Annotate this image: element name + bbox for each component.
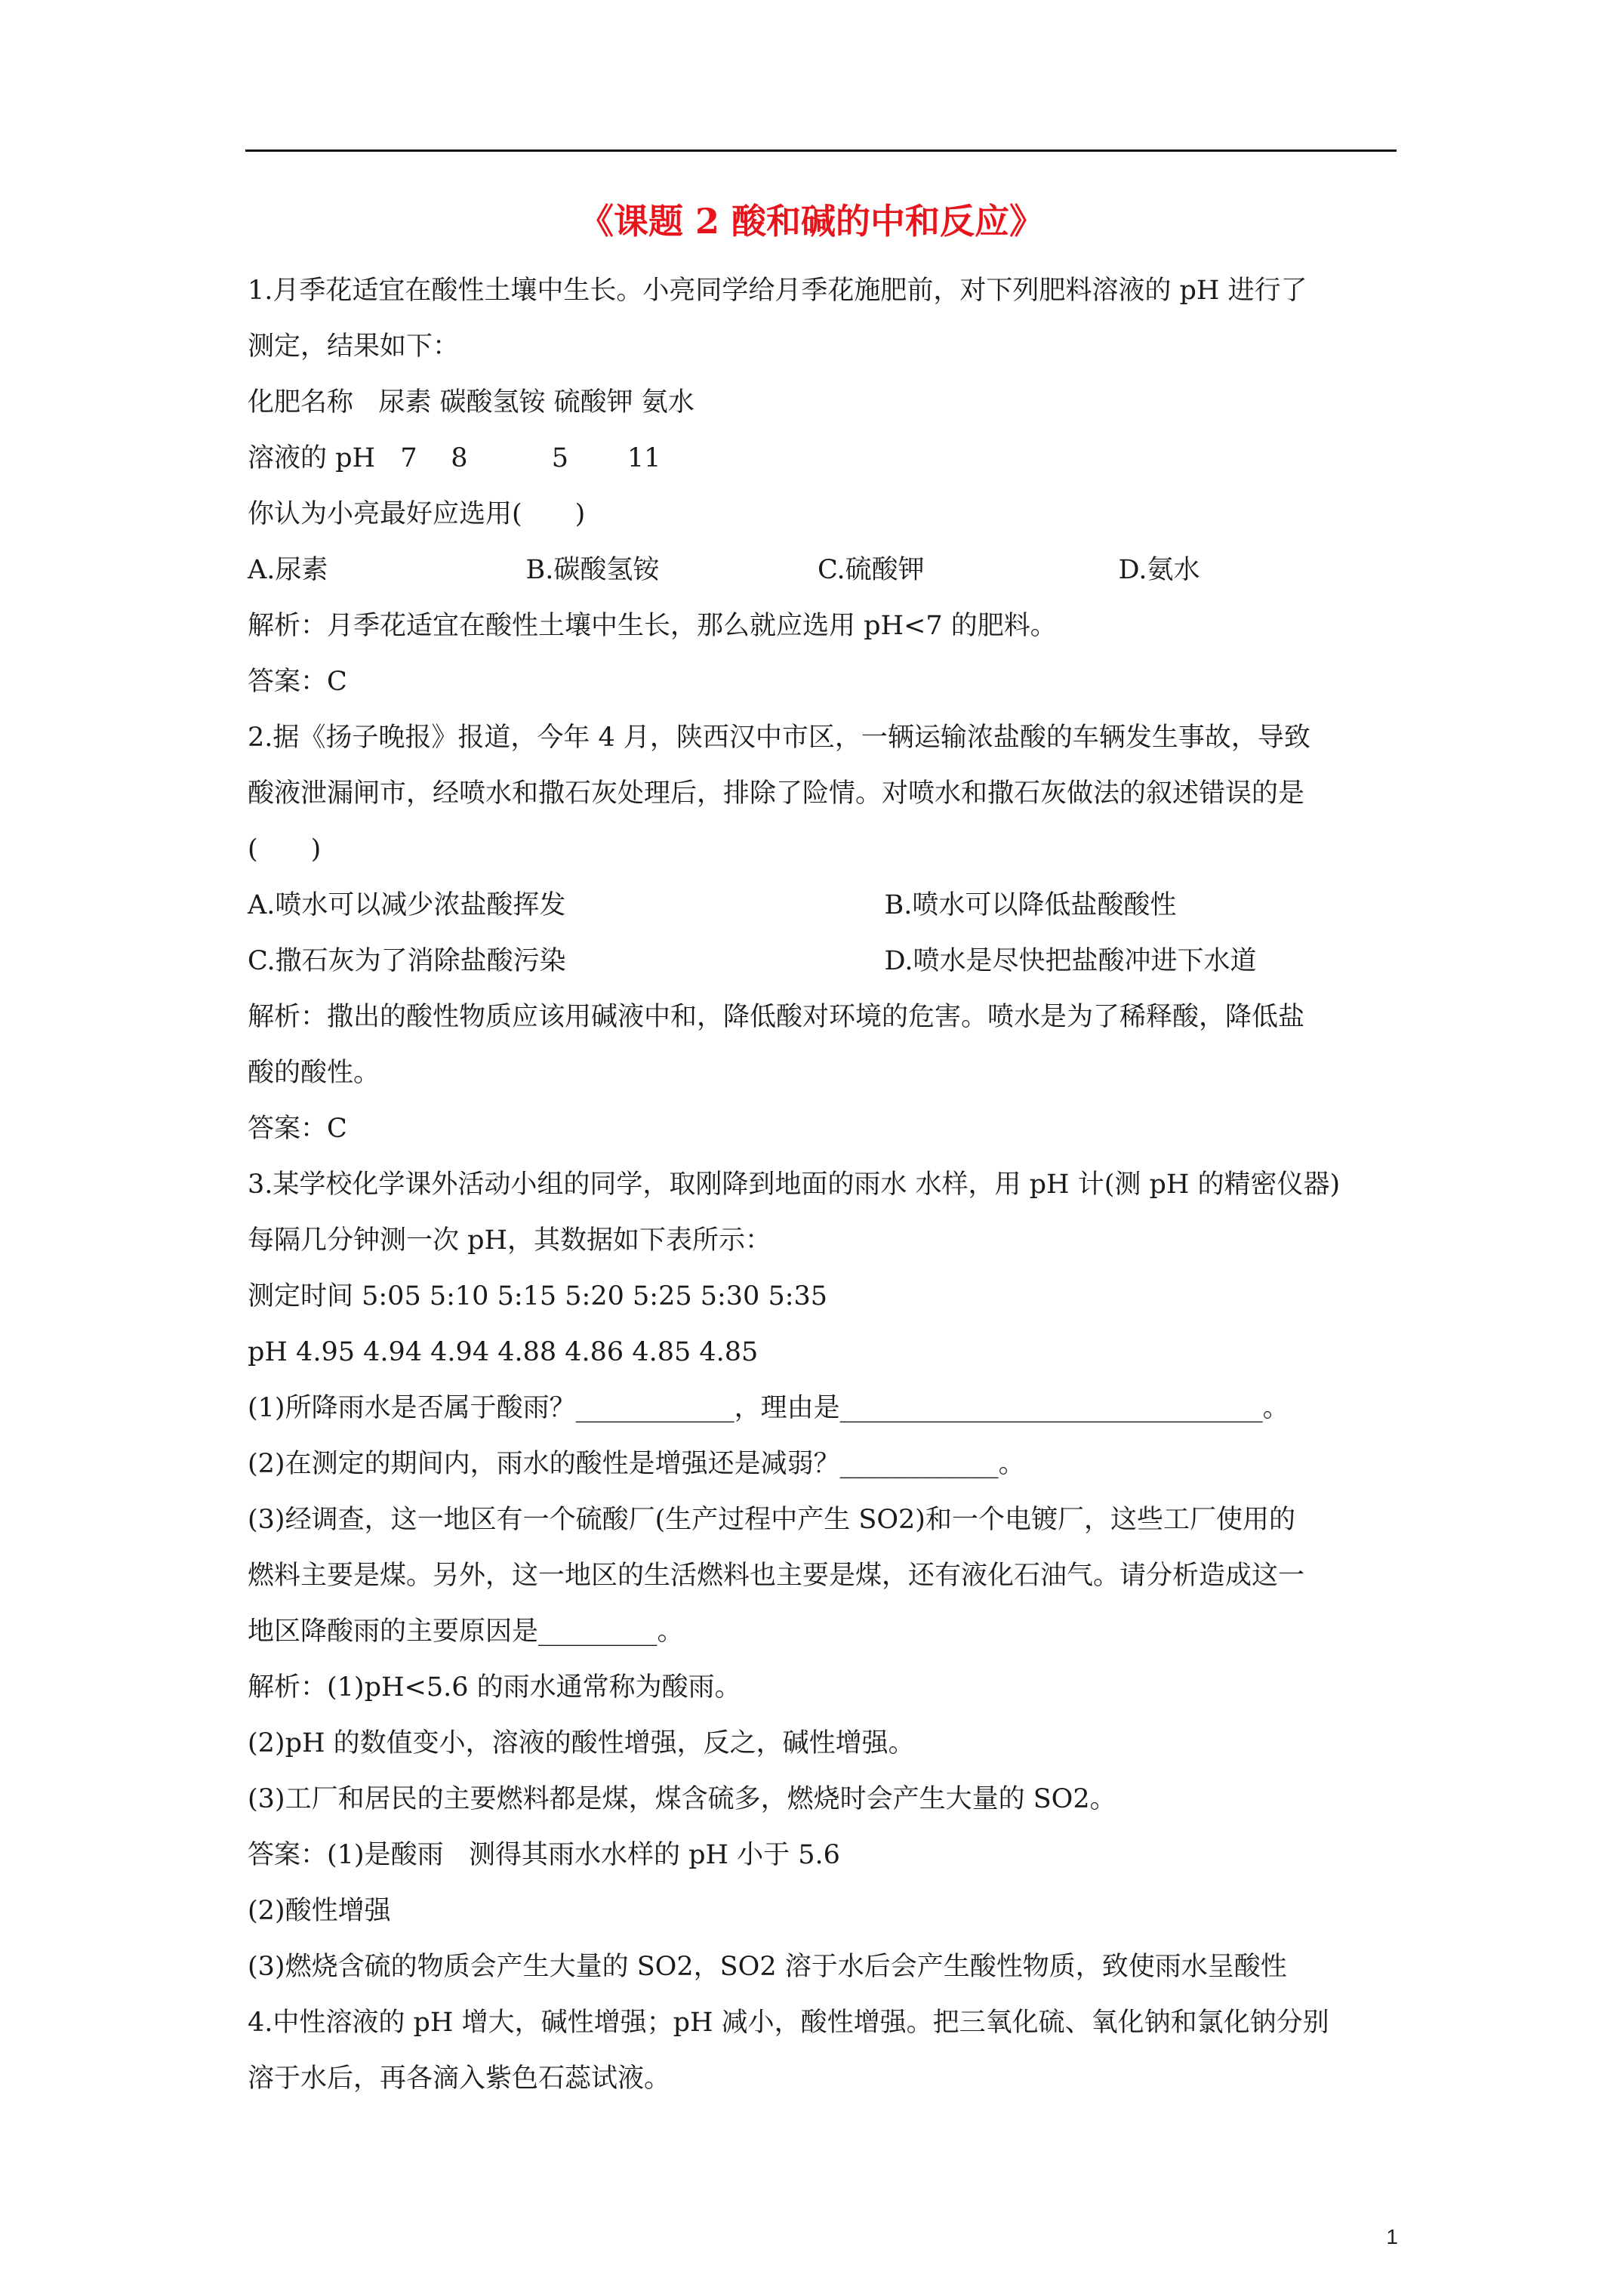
- q3-answer-3: (3)燃烧含硫的物质会产生大量的 SO2，SO2 溶于水后会产生酸性物质，致使雨水呈酸性: [248, 1952, 1287, 1982]
- q1-table-values: 溶液的 pH 7 8 5 11: [248, 443, 661, 473]
- q1-answer: 答案：C: [248, 667, 347, 697]
- q1-analysis: 解析：月季花适宜在酸性土壤中生长，那么就应选用 pH<7 的肥料。: [248, 611, 1057, 641]
- q2-analysis: 解析：撒出的酸性物质应该用碱液中和，降低酸对环境的危害。喷水是为了稀释酸，降低盐: [248, 1002, 1305, 1032]
- q2-options-ab: [248, 877, 1397, 933]
- q2-option-a: A.喷水可以减少浓盐酸挥发: [248, 890, 566, 920]
- q1-table-head: 化肥名称 尿素 碳酸氢铵 硫酸钾 氨水: [248, 387, 694, 418]
- q1-option-a: A.尿素: [248, 555, 328, 585]
- q1-stem: 1.月季花适宜在酸性土壤中生长。小亮同学给月季花施肥前，对下列肥料溶液的 pH 进行了: [248, 276, 1307, 306]
- q3-sub1: (1)所降雨水是否属于酸雨？____________，理由是________________________________。: [248, 1393, 1289, 1423]
- q2-options-cd: [248, 933, 1397, 989]
- q1-options: [248, 542, 1397, 598]
- q3-sub2: (2)在测定的期间内，雨水的酸性是增强还是减弱？____________。: [248, 1449, 1025, 1479]
- q3-times: 测定时间 5:05 5:10 5:15 5:20 5:25 5:30 5:35: [248, 1281, 828, 1311]
- page-title: 《课题 2 酸和碱的中和反应》: [578, 201, 1045, 242]
- q4-stem: 4.中性溶液的 pH 增大，碱性增强；pH 减小，酸性增强。把三氧化硫、氧化钠和氯化钠分别: [248, 2008, 1329, 2038]
- q3-answer-2: (2)酸性增强: [248, 1896, 391, 1926]
- header-rule: [245, 149, 1397, 152]
- page-number: 1: [1386, 2225, 1398, 2248]
- q1-option-d: D.氨水: [1118, 555, 1200, 585]
- q3-sub3-end: 地区降酸雨的主要原因是_________。: [248, 1616, 684, 1647]
- q1-ask: 你认为小亮最好应选用( ): [248, 499, 586, 529]
- q1-option-b: B.碳酸氢铵: [525, 555, 660, 585]
- q3-analysis-1: 解析：(1)pH<5.6 的雨水通常称为酸雨。: [248, 1672, 741, 1703]
- q3-stem-cont: 每隔几分钟测一次 pH，其数据如下表所示：: [248, 1225, 772, 1256]
- q4-stem-cont: 溶于水后，再各滴入紫色石蕊试液。: [248, 2063, 671, 2094]
- q2-stem-blank: ( ): [248, 834, 322, 864]
- q1-stem-cont: 测定，结果如下：: [248, 331, 460, 362]
- q3-stem: 3.某学校化学课外活动小组的同学，取刚降到地面的雨水 水样，用 pH 计(测 pH 的精密仪器): [248, 1170, 1341, 1200]
- document-body: [248, 263, 1397, 2106]
- q3-analysis-2: (2)pH 的数值变小，溶液的酸性增强，反之，碱性增强。: [248, 1728, 915, 1758]
- q2-answer: 答案：C: [248, 1114, 347, 1144]
- q3-sub3: (3)经调查，这一地区有一个硫酸厂(生产过程中产生 SO2)和一个电镀厂，这些工厂使用的: [248, 1505, 1295, 1535]
- q2-option-c: C.撒石灰为了消除盐酸污染: [248, 946, 566, 976]
- q3-answer-1: 答案：(1)是酸雨 测得其雨水水样的 pH 小于 5.6: [248, 1840, 840, 1870]
- q2-option-b: B.喷水可以降低盐酸酸性: [884, 890, 1177, 920]
- q2-stem-cont: 酸液泄漏闸市，经喷水和撒石灰处理后，排除了险情。对喷水和撒石灰做法的叙述错误的是: [248, 778, 1305, 809]
- q3-sub3-cont: 燃料主要是煤。另外，这一地区的生活燃料也主要是煤，还有液化石油气。请分析造成这一: [248, 1561, 1305, 1591]
- q3-analysis-3: (3)工厂和居民的主要燃料都是煤，煤含硫多，燃烧时会产生大量的 SO2。: [248, 1784, 1116, 1814]
- q2-stem: 2.据《扬子晚报》报道，今年 4 月，陕西汉中市区，一辆运输浓盐酸的车辆发生事故，导致: [248, 723, 1310, 753]
- q3-ph-values: pH 4.95 4.94 4.94 4.88 4.86 4.85 4.85: [248, 1337, 759, 1367]
- q1-option-c: C.硫酸钾: [818, 555, 925, 585]
- q2-option-d: D.喷水是尽快把盐酸冲进下水道: [884, 946, 1257, 976]
- q2-analysis-cont: 酸的酸性。: [248, 1058, 380, 1088]
